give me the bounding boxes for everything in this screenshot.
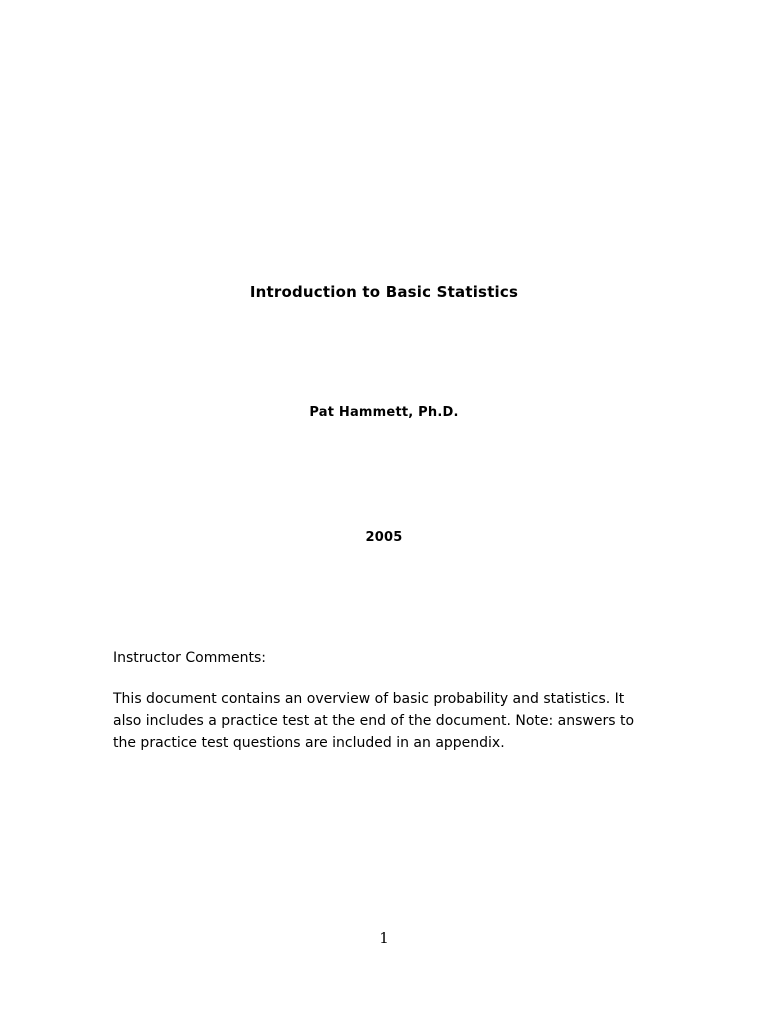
document-title: Introduction to Basic Statistics	[249, 283, 519, 301]
comments-line: the practice test questions are included in an appendix.	[113, 735, 505, 751]
page-number: 1	[379, 929, 389, 947]
comments-line: also includes a practice test at the end of the document. Note: answers to	[113, 713, 635, 729]
document-year: 2005	[365, 530, 403, 545]
document-author: Pat Hammett, Ph.D.	[309, 405, 459, 420]
instructor-comments-body	[113, 688, 653, 754]
instructor-comments-label: Instructor Comments:	[113, 650, 266, 666]
comments-line: This document contains an overview of basic probability and statistics. It	[113, 691, 625, 707]
